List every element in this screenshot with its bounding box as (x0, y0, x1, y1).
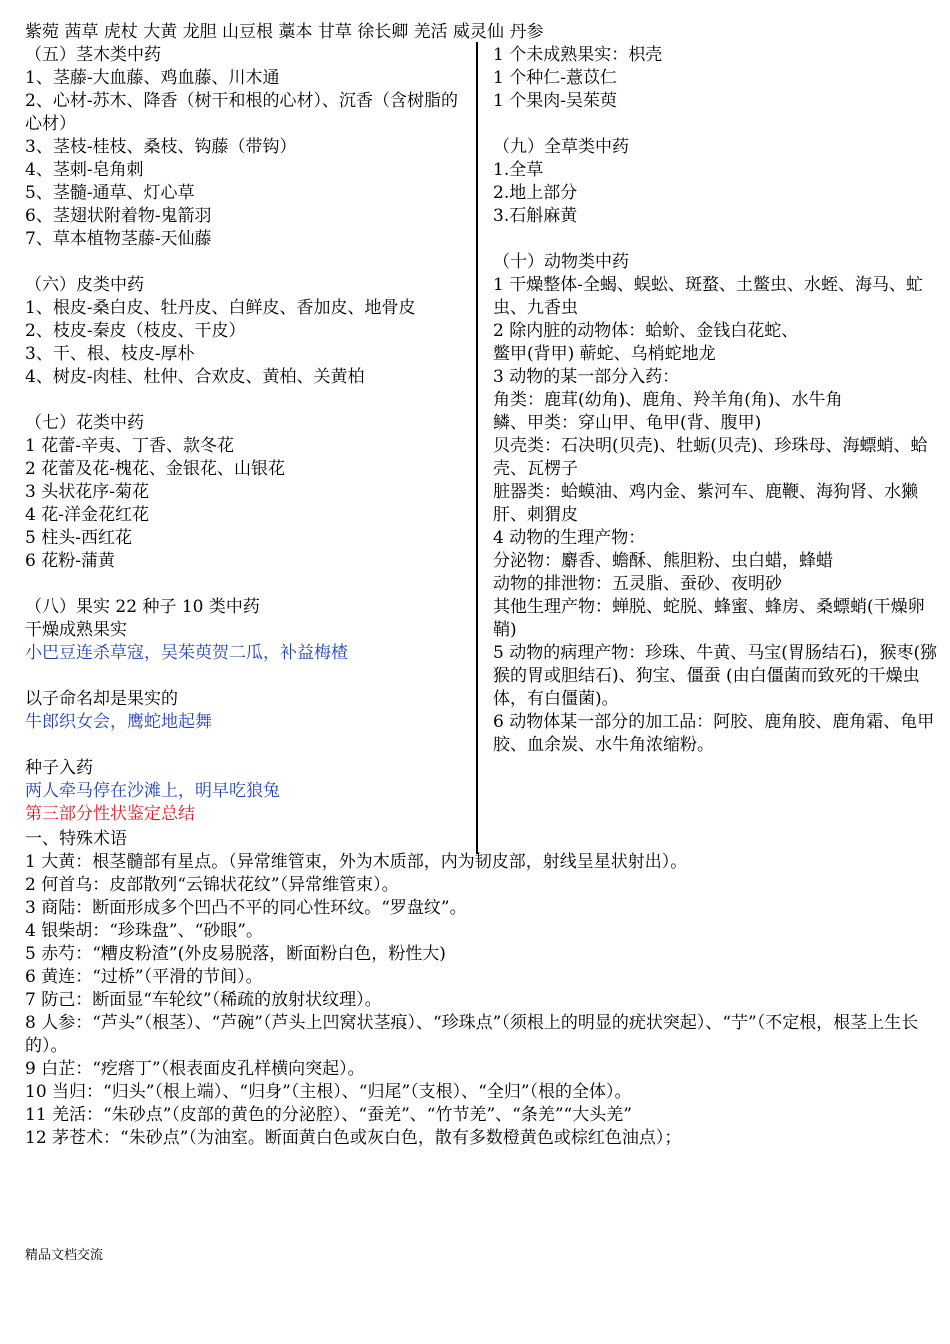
list-item: 1.全草 (493, 160, 544, 180)
list-item: 6 花粉-蒲黄 (25, 551, 115, 571)
list-item: 3 动物的某一部分入药： (493, 367, 680, 387)
part-title: 第三部分性状鉴定总结 (25, 804, 195, 824)
term-item: 3 商陆：断面形成多个凹凸不平的同心性环纹。“罗盘纹”。 (25, 898, 467, 918)
list-item: 1 个未成熟果实：枳壳 (493, 45, 663, 65)
list-item: 2 除内脏的动物体：蛤蚧、金钱白花蛇、 (493, 321, 799, 341)
list-item: 4、茎刺-皂角刺 (25, 160, 144, 180)
section-title-animal: （十）动物类中药 (493, 252, 629, 272)
list-item: 4、树皮-肉桂、杜仲、合欢皮、黄柏、关黄柏 (25, 367, 365, 387)
term-item: 12 茅苍术：“朱砂点”（为油室。断面黄白色或灰白色，散有多数橙黄色或棕红色油点）； (25, 1128, 682, 1148)
term-item: 7 防己：断面显“车轮纹”（稀疏的放射状纹理）。 (25, 990, 382, 1010)
list-item: 3、茎枝-桂枝、桑枝、钩藤（带钩） (25, 137, 297, 157)
list-item: 其他生理产物：蝉脱、蛇脱、蜂蜜、蜂房、桑螵蛸(干燥卵鞘) (493, 597, 925, 640)
term-item: 1 大黄：根茎髓部有星点。（异常维管束，外为木质部，内为韧皮部，射线呈星状射出）。 (25, 852, 688, 872)
subheading: 种子入药 (25, 758, 93, 778)
list-item: 鳖甲(背甲) 蕲蛇、乌梢蛇地龙 (493, 344, 716, 364)
list-item: 5、茎髓-通草、灯心草 (25, 183, 195, 203)
list-item: 1 干燥整体-全蝎、蜈蚣、斑蝥、土鳖虫、水蛭、海马、虻虫、九香虫 (493, 275, 923, 318)
spacer (25, 573, 470, 596)
section-title-bark: （六）皮类中药 (25, 275, 144, 295)
list-item: 1 个种仁-薏苡仁 (493, 68, 617, 88)
mnemonic-line: 牛郎织女会，鹰蛇地起舞 (25, 712, 212, 732)
list-item: 6、茎翅状附着物-鬼箭羽 (25, 206, 212, 226)
section-title-fruit-seed: （八）果实 22 种子 10 类中药 (25, 597, 260, 617)
spacer (25, 251, 470, 274)
term-item: 8 人参：“芦头”（根茎）、“芦碗”（芦头上凹窝状茎痕）、“珍珠点”（须根上的明显的疣状突起）、“艼”（不定根，根茎上生长的）。 (25, 1013, 919, 1056)
list-item: 1、茎藤-大血藤、鸡血藤、川木通 (25, 68, 280, 88)
list-item: 鳞、甲类：穿山甲、龟甲(背、腹甲) (493, 413, 762, 433)
list-item: 角类：鹿茸(幼角)、鹿角、羚羊角(角)、水牛角 (493, 390, 843, 410)
term-item: 5 赤芍：“糟皮粉渣”(外皮易脱落，断面粉白色，粉性大) (25, 944, 446, 964)
list-item: 7、草本植物茎藤-天仙藤 (25, 229, 212, 249)
left-column (25, 44, 470, 826)
list-item: 4 动物的生理产物： (493, 528, 646, 548)
term-item: 6 黄连：“过桥”（平滑的节间）。 (25, 967, 263, 987)
list-item: 2 花蕾及花-槐花、金银花、山银花 (25, 459, 285, 479)
subheading: 一、特殊术语 (25, 829, 127, 849)
list-item: 5 动物的病理产物：珍珠、牛黄、马宝(胃肠结石)，猴枣(猕猴的胃或胆结石)、狗宝、僵蚕 (由白僵菌而致死的干燥虫体，有白僵菌)。 (493, 643, 938, 709)
list-item: 6 动物体某一部分的加工品：阿胶、鹿角胶、鹿角霜、龟甲胶、血余炭、水牛角浓缩粉。 (493, 712, 935, 755)
column-divider (476, 42, 478, 854)
spacer (493, 228, 945, 251)
term-item: 9 白芷：“疙瘩丁”（根表面皮孔样横向突起）。 (25, 1059, 365, 1079)
herb-list-line: 紫菀 茜草 虎杖 大黄 龙胆 山豆根 藁本 甘草 徐长卿 羌活 威灵仙 丹参 (25, 22, 544, 42)
special-terms-section (25, 828, 930, 1150)
subheading: 以子命名却是果实的 (25, 689, 178, 709)
term-item: 4 银柴胡：“珍珠盘”、“砂眼”。 (25, 921, 263, 941)
mnemonic-line: 两人牵马停在沙滩上，明早吃狼兔 (25, 781, 280, 801)
list-item: 3、干、根、枝皮-厚朴 (25, 344, 195, 364)
section-title-whole-herb: （九）全草类中药 (493, 137, 629, 157)
section-title-stem-wood: （五）茎木类中药 (25, 45, 161, 65)
list-item: 4 花-洋金花红花 (25, 505, 149, 525)
list-item: 1、根皮-桑白皮、牡丹皮、白鲜皮、香加皮、地骨皮 (25, 298, 416, 318)
term-item: 10 当归：“归头”（根上端）、“归身”（主根）、“归尾”（支根）、“全归”（根的全体）。 (25, 1082, 632, 1102)
list-item: 动物的排泄物：五灵脂、蚕砂、夜明砂 (493, 574, 782, 594)
list-item: 2.地上部分 (493, 183, 578, 203)
subheading: 干燥成熟果实 (25, 620, 127, 640)
list-item: 1 个果肉-吴茱萸 (493, 91, 617, 111)
list-item: 1 花蕾-辛夷、丁香、款冬花 (25, 436, 234, 456)
mnemonic-line: 小巴豆连杀草寇，吴茱萸贺二瓜，补益梅楂 (25, 643, 348, 663)
section-title-flower: （七）花类中药 (25, 413, 144, 433)
list-item: 3.石斛麻黄 (493, 206, 578, 226)
list-item: 5 柱头-西红花 (25, 528, 132, 548)
list-item: 贝壳类：石决明(贝壳)、牡蛎(贝壳)、珍珠母、海螵蛸、蛤壳、瓦楞子 (493, 436, 928, 479)
spacer (493, 113, 945, 136)
right-column (493, 44, 945, 757)
list-item: 分泌物：麝香、蟾酥、熊胆粉、虫白蜡，蜂蜡 (493, 551, 833, 571)
term-item: 2 何首乌：皮部散列“云锦状花纹”（异常维管束）。 (25, 875, 399, 895)
list-item: 2、心材-苏木、降香（树干和根的心材）、沉香（含树脂的心材） (25, 91, 459, 134)
list-item: 3 头状花序-菊花 (25, 482, 149, 502)
list-item: 脏器类：蛤蟆油、鸡内金、紫河车、鹿鞭、海狗肾、水獭肝、刺猬皮 (493, 482, 918, 525)
footer-text: 精品文档交流 (25, 1248, 104, 1263)
spacer (25, 389, 470, 412)
spacer (25, 665, 470, 688)
spacer (25, 734, 470, 757)
term-item: 11 羌活：“朱砂点”（皮部的黄色的分泌腔）、“蚕羌”、“竹节羌”、“条羌”“大头羌” (25, 1105, 632, 1125)
list-item: 2、枝皮-秦皮（枝皮、干皮） (25, 321, 246, 341)
